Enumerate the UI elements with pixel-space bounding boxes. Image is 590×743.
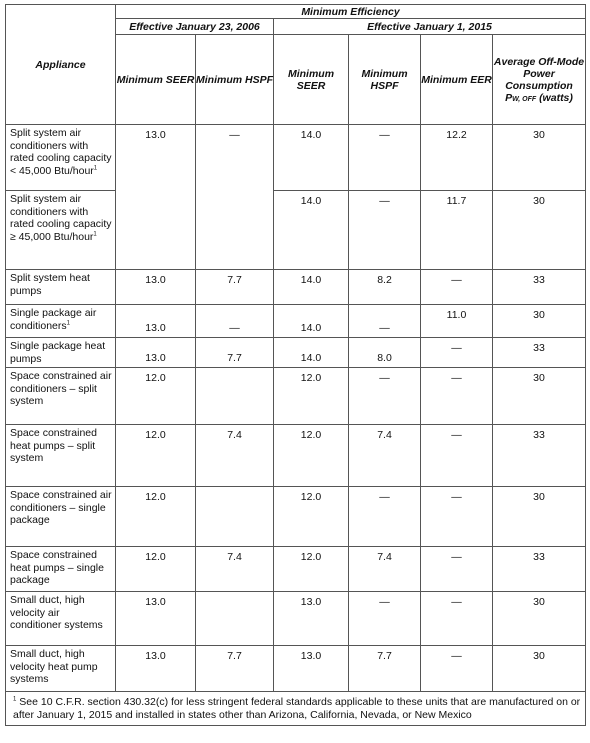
eer-2015-cell: — bbox=[421, 425, 493, 487]
table-row bbox=[6, 425, 586, 487]
seer-2015-cell: 14.0 bbox=[274, 125, 349, 191]
seer-2006-cell: 13.0 bbox=[116, 646, 196, 692]
appliance-name-cell bbox=[6, 191, 116, 270]
appliance-name: Split system heat pumps bbox=[10, 272, 90, 297]
hspf-2006-header: Minimum HSPF bbox=[196, 35, 274, 125]
hspf-2006-cell bbox=[196, 592, 274, 646]
offmode-power-unit: (watts) bbox=[539, 91, 573, 104]
appliance-name: Small duct, high velocity heat pump systems bbox=[10, 648, 98, 685]
hspf-2015-cell: 7.7 bbox=[349, 646, 421, 692]
seer-2015-cell: 14.0 bbox=[274, 338, 349, 368]
table-row bbox=[6, 305, 586, 338]
seer-2006-cell: 13.0 bbox=[116, 338, 196, 368]
seer-2006-cell: 13.0 bbox=[116, 125, 196, 270]
offmode-cell: 30 bbox=[493, 487, 586, 547]
hspf-2006-cell bbox=[196, 368, 274, 425]
appliance-name: Single package air conditioners bbox=[10, 307, 97, 332]
hspf-2015-cell: 7.4 bbox=[349, 425, 421, 487]
appliance-name: Space constrained heat pumps – split system bbox=[10, 427, 97, 464]
table-row bbox=[6, 646, 586, 692]
appliance-name-cell bbox=[6, 305, 116, 338]
eer-2015-cell: — bbox=[421, 338, 493, 368]
hspf-2006-cell: 7.4 bbox=[196, 547, 274, 592]
seer-2006-cell: 13.0 bbox=[116, 592, 196, 646]
appliance-name-cell bbox=[6, 338, 116, 368]
seer-2015-cell: 12.0 bbox=[274, 487, 349, 547]
table-row bbox=[6, 547, 586, 592]
appliance-name-cell bbox=[6, 368, 116, 425]
appliance-name: Split system air conditioners with rated cooling capacity < 45,000 Btu/hour bbox=[10, 127, 112, 177]
table-row bbox=[6, 270, 586, 305]
appliance-name: Space constrained air conditioners – split system bbox=[10, 370, 112, 407]
seer-2006-cell: 12.0 bbox=[116, 425, 196, 487]
table-row bbox=[6, 368, 586, 425]
appliance-name: Single package heat pumps bbox=[10, 340, 106, 365]
hspf-2015-cell: 8.2 bbox=[349, 270, 421, 305]
footnote bbox=[6, 692, 586, 726]
effective-2015-header: Effective January 1, 2015 bbox=[274, 19, 586, 35]
hspf-2015-cell: 8.0 bbox=[349, 338, 421, 368]
eer-2015-cell: — bbox=[421, 646, 493, 692]
seer-2015-cell: 13.0 bbox=[274, 646, 349, 692]
offmode-cell: 30 bbox=[493, 305, 586, 338]
footnote-text: See 10 C.F.R. section 430.32(c) for less stringent federal standards applicable to these units that are manufactured on or after January 1, 2015 and installed in states other than Arizona, California, Nevada, or New Mexico bbox=[13, 696, 581, 721]
offmode-cell: 30 bbox=[493, 125, 586, 191]
offmode-cell: 30 bbox=[493, 368, 586, 425]
seer-2015-cell: 12.0 bbox=[274, 425, 349, 487]
seer-2006-cell: 12.0 bbox=[116, 368, 196, 425]
footnote-reference: 1 bbox=[93, 165, 98, 171]
table-row bbox=[6, 592, 586, 646]
hspf-2006-cell: 7.4 bbox=[196, 425, 274, 487]
seer-2006-header: Minimum SEER bbox=[116, 35, 196, 125]
seer-2015-cell: 12.0 bbox=[274, 368, 349, 425]
hspf-2006-cell: — bbox=[196, 305, 274, 338]
offmode-power-subscript: W, OFF bbox=[512, 95, 537, 103]
effective-2006-header: Effective January 23, 2006 bbox=[116, 19, 274, 35]
appliance-name: Split system air conditioners with rated cooling capacity ≥ 45,000 Btu/hour bbox=[10, 193, 112, 243]
hspf-2006-cell: 7.7 bbox=[196, 338, 274, 368]
offmode-cell: 33 bbox=[493, 338, 586, 368]
hspf-2015-cell: — bbox=[349, 592, 421, 646]
offmode-power-label: Average Off-Mode Power Consumption bbox=[493, 55, 585, 92]
hspf-2015-cell: — bbox=[349, 368, 421, 425]
eer-2015-cell: — bbox=[421, 270, 493, 305]
appliance-name: Small duct, high velocity air conditioner systems bbox=[10, 594, 103, 631]
offmode-cell: 33 bbox=[493, 425, 586, 487]
offmode-power-header bbox=[493, 35, 586, 125]
table-row bbox=[6, 338, 586, 368]
hspf-2015-cell: — bbox=[349, 125, 421, 191]
offmode-cell: 30 bbox=[493, 646, 586, 692]
seer-2015-cell: 14.0 bbox=[274, 305, 349, 338]
efficiency-standards-sheet bbox=[5, 4, 585, 726]
hspf-2015-cell: — bbox=[349, 305, 421, 338]
offmode-cell: 30 bbox=[493, 191, 586, 270]
seer-2006-cell: 12.0 bbox=[116, 487, 196, 547]
eer-2015-cell: 11.0 bbox=[421, 305, 493, 338]
hspf-2006-cell: — bbox=[196, 125, 274, 270]
seer-2015-cell: 13.0 bbox=[274, 592, 349, 646]
eer-2015-cell: — bbox=[421, 592, 493, 646]
offmode-cell: 30 bbox=[493, 592, 586, 646]
offmode-power-symbol: P bbox=[505, 91, 513, 104]
eer-2015-cell: — bbox=[421, 487, 493, 547]
eer-2015-cell: 11.7 bbox=[421, 191, 493, 270]
eer-2015-cell: — bbox=[421, 547, 493, 592]
hspf-2015-header: Minimum HSPF bbox=[349, 35, 421, 125]
table-row bbox=[6, 487, 586, 547]
appliance-name-cell bbox=[6, 487, 116, 547]
offmode-cell: 33 bbox=[493, 270, 586, 305]
hspf-2015-cell: 7.4 bbox=[349, 547, 421, 592]
table-row bbox=[6, 125, 586, 191]
seer-2006-cell: 13.0 bbox=[116, 305, 196, 338]
appliance-name-cell bbox=[6, 125, 116, 191]
footnote-reference: 1 bbox=[93, 231, 97, 237]
hspf-2006-cell bbox=[196, 487, 274, 547]
offmode-cell: 33 bbox=[493, 547, 586, 592]
appliance-name-cell bbox=[6, 592, 116, 646]
appliance-name: Space constrained air conditioners – single package bbox=[10, 489, 112, 526]
appliance-header: Appliance bbox=[6, 5, 116, 125]
eer-2015-cell: — bbox=[421, 368, 493, 425]
seer-2015-cell: 14.0 bbox=[274, 191, 349, 270]
minimum-efficiency-header: Minimum Efficiency bbox=[116, 5, 586, 19]
seer-2015-cell: 14.0 bbox=[274, 270, 349, 305]
seer-2006-cell: 13.0 bbox=[116, 270, 196, 305]
appliance-name: Space constrained heat pumps – single package bbox=[10, 549, 104, 586]
appliance-name-cell bbox=[6, 547, 116, 592]
appliance-name-cell bbox=[6, 270, 116, 305]
footnote-marker: 1 bbox=[13, 696, 17, 703]
appliance-name-cell bbox=[6, 646, 116, 692]
table-row bbox=[6, 191, 586, 270]
appliance-name-cell bbox=[6, 425, 116, 487]
eer-2015-header: Minimum EER bbox=[421, 35, 493, 125]
footnote-reference: 1 bbox=[66, 320, 70, 326]
seer-2015-header: Minimum SEER bbox=[274, 35, 349, 125]
minimum-efficiency-table bbox=[5, 4, 586, 726]
hspf-2006-cell: 7.7 bbox=[196, 646, 274, 692]
hspf-2015-cell: — bbox=[349, 487, 421, 547]
hspf-2015-cell: — bbox=[349, 191, 421, 270]
eer-2015-cell: 12.2 bbox=[421, 125, 493, 191]
seer-2015-cell: 12.0 bbox=[274, 547, 349, 592]
seer-2006-cell: 12.0 bbox=[116, 547, 196, 592]
hspf-2006-cell: 7.7 bbox=[196, 270, 274, 305]
